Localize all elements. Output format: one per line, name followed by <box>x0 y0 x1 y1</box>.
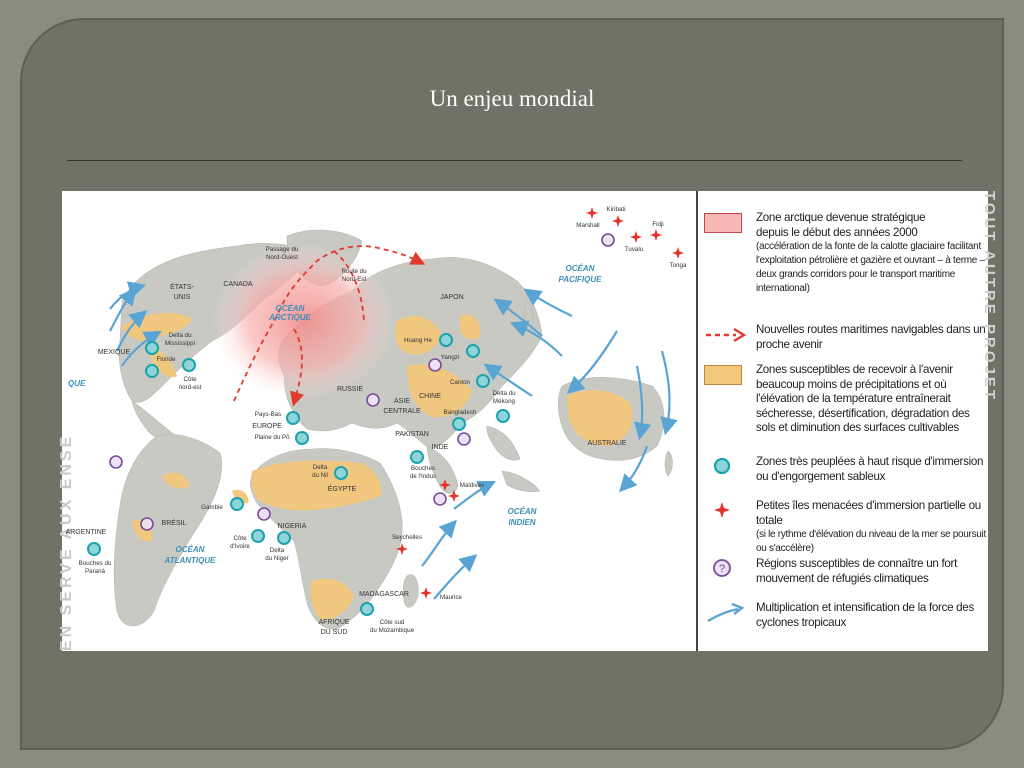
svg-text:Seychelles: Seychelles <box>392 534 422 541</box>
cyclone-arrow-icon <box>704 601 746 625</box>
svg-text:Maldives: Maldives <box>459 482 485 489</box>
svg-text:Route du: Route du <box>341 268 367 275</box>
svg-text:EN SERVE AUX ENSE: EN SERVE AUX ENSE <box>58 433 75 651</box>
svg-text:Tonga: Tonga <box>669 262 687 269</box>
svg-text:Paraná: Paraná <box>85 568 105 575</box>
svg-text:Mékong: Mékong <box>492 398 516 405</box>
question-circle-icon <box>704 557 746 581</box>
svg-text:Nord-Est: Nord-Est <box>341 276 367 283</box>
svg-text:BRÉSIL: BRÉSIL <box>161 520 187 527</box>
svg-text:du Niger: du Niger <box>265 555 289 562</box>
svg-text:ATLANTIQUE: ATLANTIQUE <box>164 556 216 565</box>
svg-text:QUE: QUE <box>68 379 86 388</box>
legend-islands-text: Petites îles menacées d'immersion partielle ou totale <box>756 499 981 527</box>
svg-text:Plaine du Pô: Plaine du Pô <box>254 434 290 441</box>
svg-text:Delta du: Delta du <box>492 390 516 397</box>
svg-text:CANADA: CANADA <box>223 281 253 288</box>
slide-title: Un enjeu mondial <box>429 86 595 111</box>
legend-islands-note: (si le rythme d'élévation du niveau de la mer se poursuit ou s'accélère) <box>756 529 986 554</box>
left-watermark <box>58 434 75 651</box>
svg-text:Côte: Côte <box>183 376 197 383</box>
svg-text:Bangladesh: Bangladesh <box>443 409 477 416</box>
svg-text:OCÉAN: OCÉAN <box>175 545 205 554</box>
svg-text:PAKISTAN: PAKISTAN <box>395 431 429 438</box>
svg-text:du Mozambique: du Mozambique <box>369 627 415 634</box>
svg-text:Marshall: Marshall <box>576 222 600 229</box>
svg-text:INDE: INDE <box>431 444 449 451</box>
climate-map-figure <box>58 191 998 651</box>
svg-text:du Nil: du Nil <box>312 472 328 479</box>
svg-text:EUROPE: EUROPE <box>252 423 282 430</box>
southeast-asia <box>487 426 520 460</box>
svg-text:Côte: Côte <box>233 535 247 542</box>
svg-text:?: ? <box>718 563 726 575</box>
svg-text:OCÉAN: OCÉAN <box>565 264 595 273</box>
svg-text:Côte sud: Côte sud <box>379 619 405 626</box>
svg-text:MEXIQUE: MEXIQUE <box>97 349 131 356</box>
svg-text:NIGERIA: NIGERIA <box>277 523 307 530</box>
svg-text:INDIEN: INDIEN <box>508 518 536 527</box>
svg-text:ÉTATS-: ÉTATS- <box>170 284 194 291</box>
svg-text:Delta: Delta <box>269 547 285 554</box>
svg-text:Tuvalu: Tuvalu <box>624 246 644 253</box>
svg-text:DU SUD: DU SUD <box>320 629 348 636</box>
title-divider <box>67 160 962 161</box>
indonesia <box>502 471 540 492</box>
svg-text:AUSTRALIE: AUSTRALIE <box>587 440 627 447</box>
star-icon <box>704 499 746 523</box>
svg-text:Bouches du: Bouches du <box>78 560 112 567</box>
svg-text:Canton: Canton <box>450 379 470 386</box>
svg-text:OCÉAN: OCÉAN <box>275 304 305 313</box>
legend-arctic-line2: depuis le début des années 2000 <box>756 225 918 239</box>
flood-circle-icon <box>704 455 746 479</box>
svg-text:OCÉAN: OCÉAN <box>507 507 537 516</box>
legend-arctic-note: (accélération de la fonte de la calotte glaciaire facilitant l'exploitation pétrolière et gazière et ouvrant – à terme – deux grands corridors pour le transport maritime international) <box>756 241 985 294</box>
svg-text:Kiribati: Kiribati <box>606 206 626 213</box>
svg-text:d'Ivoire: d'Ivoire <box>230 543 250 550</box>
svg-text:Passage du: Passage du <box>265 246 299 253</box>
svg-text:Fidji: Fidji <box>652 221 664 228</box>
dashed-arrow-icon <box>704 323 746 347</box>
svg-text:Maurice: Maurice <box>439 594 463 601</box>
svg-text:ÉGYPTE: ÉGYPTE <box>327 486 357 493</box>
svg-text:Bouches: Bouches <box>410 465 436 472</box>
new-zealand <box>665 451 673 476</box>
svg-text:MADAGASCAR: MADAGASCAR <box>359 591 409 598</box>
legend-arctic-line1: Zone arctique devenue stratégique <box>756 211 926 224</box>
svg-text:JAPON: JAPON <box>440 294 464 301</box>
south-america <box>114 435 222 626</box>
svg-text:TOUT AUTRE PROJET: TOUT AUTRE PROJET <box>981 191 998 403</box>
svg-text:ASIE: ASIE <box>394 398 410 405</box>
legend-flood-text: Zones très peuplées à haut risque d'immersion ou d'engorgement sableux <box>756 455 984 483</box>
svg-text:Gambie: Gambie <box>201 504 223 511</box>
arctic-swatch <box>704 213 742 233</box>
svg-text:Huang He: Huang He <box>404 337 432 344</box>
svg-text:ARCTIQUE: ARCTIQUE <box>269 313 311 322</box>
world-map <box>58 191 696 651</box>
svg-text:Mississippi: Mississippi <box>165 340 195 347</box>
svg-text:RUSSIE: RUSSIE <box>336 386 364 393</box>
svg-text:Delta du: Delta du <box>168 332 192 339</box>
dry-zone-swatch <box>704 365 742 385</box>
svg-text:PACIFIQUE: PACIFIQUE <box>558 275 602 284</box>
svg-text:ARGENTINE: ARGENTINE <box>65 529 107 536</box>
legend-cyclones-text: Multiplication et intensification de la force des cyclones tropicaux <box>756 601 974 629</box>
svg-text:Yangzi: Yangzi <box>440 354 460 361</box>
svg-text:Pays-Bas: Pays-Bas <box>254 411 282 418</box>
svg-text:Floride: Floride <box>156 356 176 363</box>
legend-routes-text: Nouvelles routes maritimes navigables dans un proche avenir <box>756 323 986 351</box>
svg-text:UNIS: UNIS <box>173 294 191 301</box>
map-legend <box>696 191 998 651</box>
svg-text:Delta: Delta <box>312 464 328 471</box>
legend-dry-zones-text: Zones susceptibles de recevoir à l'avenir beaucoup moins de précipitations et où l'élévation de la température entraînerait sécheresse, désertification, dégradation des sols et diminution des surfaces cultivables <box>756 363 970 434</box>
svg-text:CENTRALE: CENTRALE <box>383 408 421 415</box>
svg-text:CHINE: CHINE <box>419 393 441 400</box>
svg-text:Nord-Ouest: Nord-Ouest <box>266 254 298 261</box>
svg-text:de l'Indus: de l'Indus <box>409 473 437 480</box>
svg-text:AFRIQUE: AFRIQUE <box>318 619 350 626</box>
right-watermark <box>974 191 998 651</box>
svg-text:nord-est: nord-est <box>178 384 202 391</box>
legend-refugees-text: Régions susceptibles de connaître un fort mouvement de réfugiés climatiques <box>756 557 958 585</box>
